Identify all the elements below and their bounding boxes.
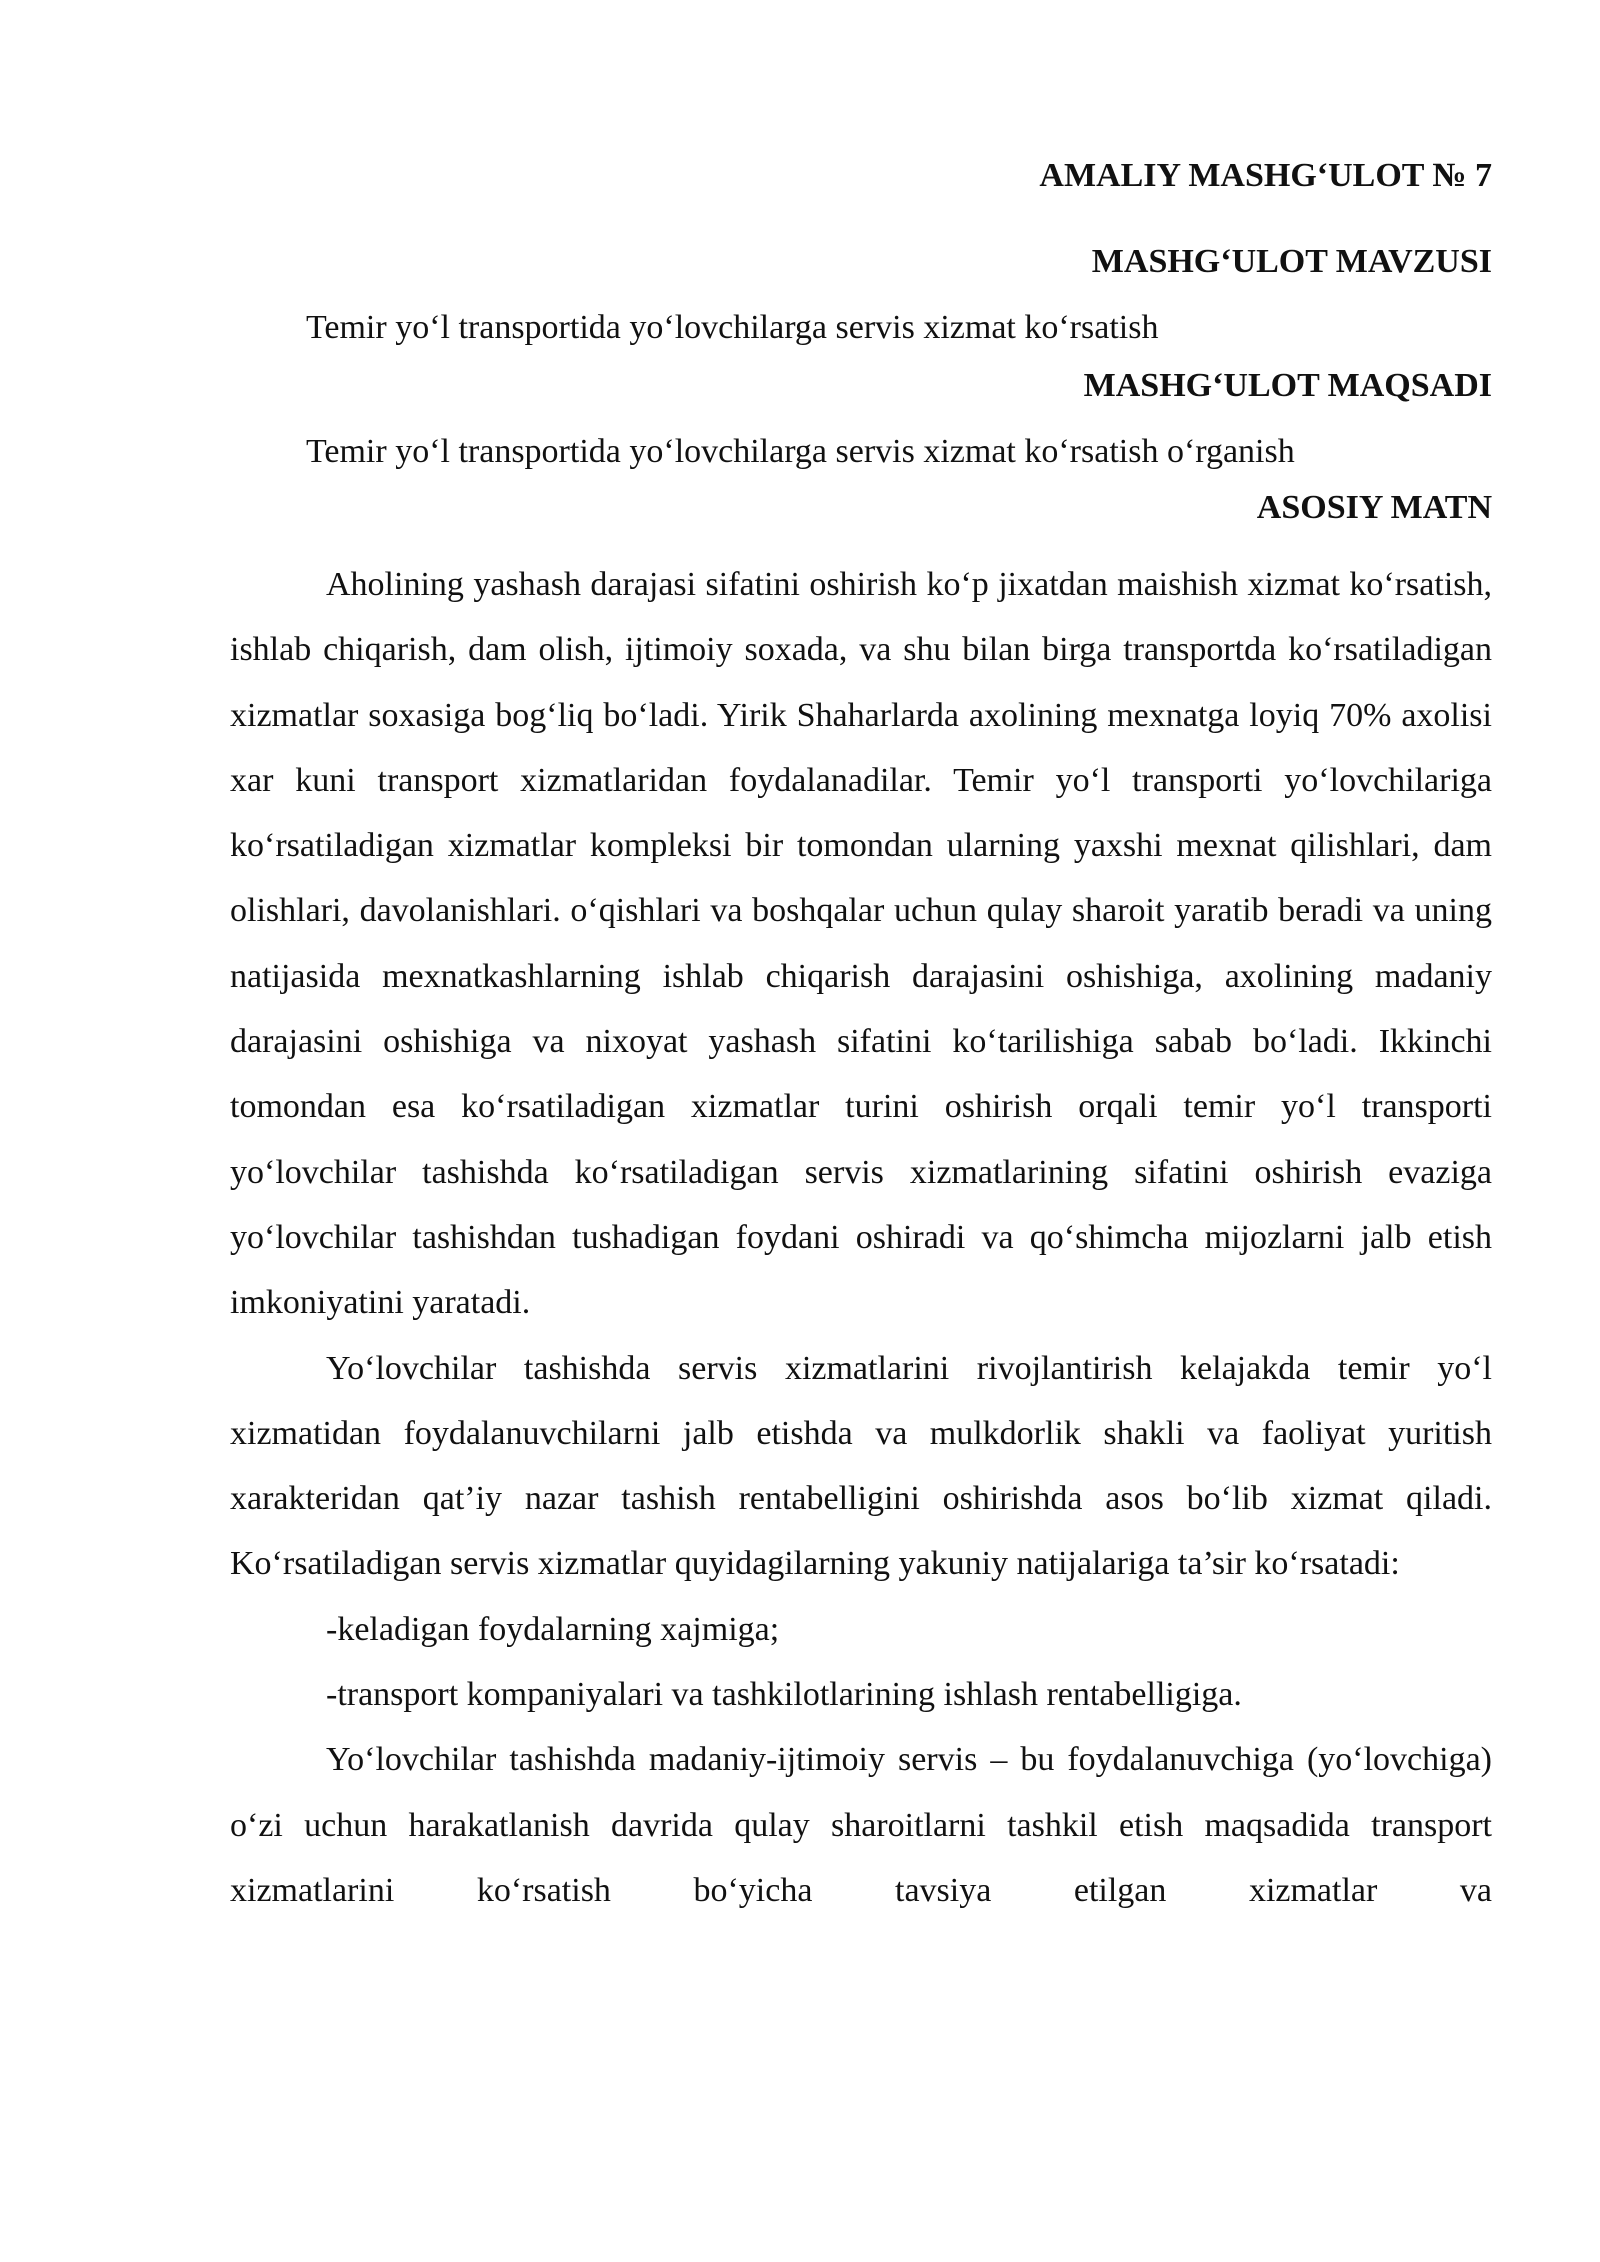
topic-heading: MASHG‘ULOT MAVZUSI <box>1091 243 1492 280</box>
document-title: AMALIY MASHG‘ULOT № 7 <box>1039 157 1492 194</box>
body-paragraph-2: Yo‘lovchilar tashishda servis xizmatlarini rivojlantirish kelajakda temir yo‘l xizmatidan foydalanuvchilarni jalb etishda va mulkdorlik shakli va faoliyat yuritish xarakteridan qat’iy nazar tashish rentabelligini oshirishda asos bo‘lib xizmat qiladi. Ko‘rsatiladigan servis xizmatlar quyidagilarning yakuniy natijalariga ta’sir ko‘rsatadi: <box>230 1349 1492 1583</box>
main-text-heading: ASOSIY MATN <box>1256 489 1492 526</box>
list-item-2: -transport kompaniyalari va tashkilotlarining ishlash rentabelligiga. <box>326 1676 1242 1714</box>
goal-text: Temir yo‘l transportida yo‘lovchilarga servis xizmat ko‘rsatish o‘rganish <box>306 433 1295 470</box>
goal-heading: MASHG‘ULOT MAQSADI <box>1083 367 1492 404</box>
document-content <box>230 140 1492 1923</box>
list-item-1: -keladigan foydalarning xajmiga; <box>326 1610 780 1648</box>
body-paragraph-1: Aholining yashash darajasi sifatini oshirish ko‘p jixatdan maishish xizmat ko‘rsatish, ishlab chiqarish, dam olish, ijtimoiy soxada, va shu bilan birga transportda ko‘rsatiladigan xizmatlar soxasiga bog‘liq bo‘ladi. Yirik Shaharlarda axolining mexnatga loyiq 70% axolisi xar kuni transport xizmatlaridan foydalanadilar. Temir yo‘l transporti yo‘lovchilariga ko‘rsatiladigan xizmatlar kompleksi bir tomondan ularning yaxshi mexnat qilishlari, dam olishlari, davolanishlari. o‘qishlari va boshqalar uchun qulay sharoit yaratib beradi va uning natijasida mexnatkashlarning ishlab chiqarish darajasini oshishiga, axolining madaniy darajasini oshishiga va nixoyat yashash sifatini ko‘tarilishiga sabab bo‘ladi. Ikkinchi tomondan esa ko‘rsatiladigan xizmatlar turini oshirish orqali temir yo‘l transporti yo‘lovchilar tashishda ko‘rsatiladigan servis xizmatlarining sifatini oshirish evaziga yo‘lovchilar tashishdan tushadigan foydani oshiradi va qo‘shimcha mijozlarni jalb etish imkoniyatini yaratadi. <box>230 566 1492 1322</box>
topic-text: Temir yo‘l transportida yo‘lovchilarga servis xizmat ko‘rsatish <box>306 309 1159 346</box>
body-paragraph-3: Yo‘lovchilar tashishda madaniy-ijtimoiy servis – bu foydalanuvchiga (yo‘lovchiga) o‘zi uchun harakatlanish davrida qulay sharoitlarni tashkil etish maqsadida transport xizmatlarini ko‘rsatish bo‘yicha tavsiya etilgan xizmatlar va <box>230 1741 1492 1909</box>
